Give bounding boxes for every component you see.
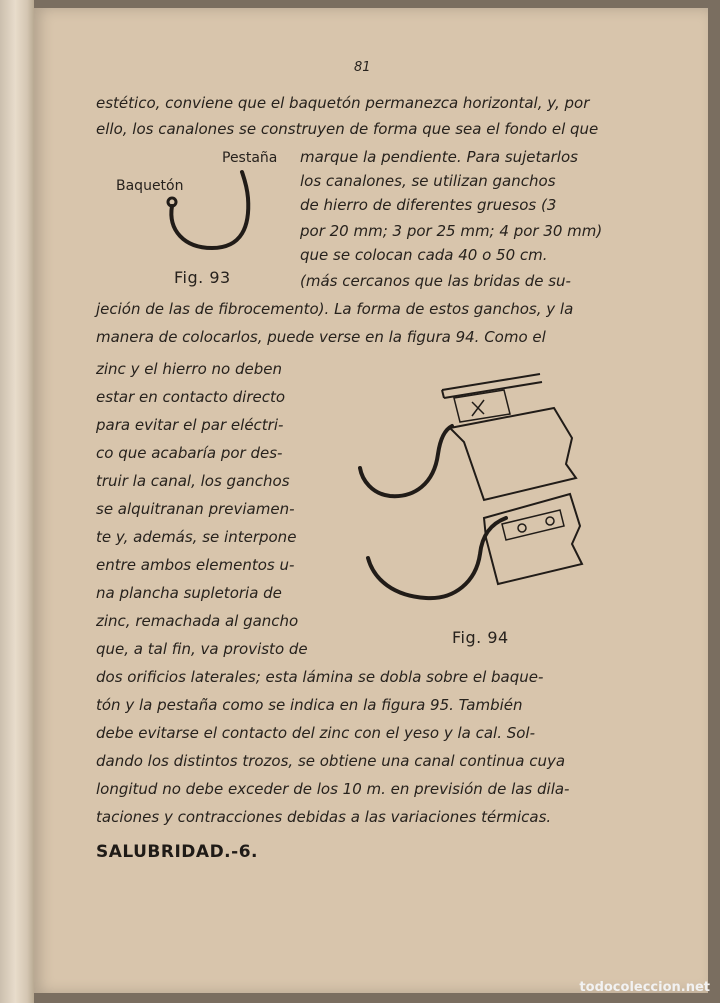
fig93-label-baqueton: Baquetón — [116, 178, 184, 194]
text-line: taciones y contracciones debidas a las variaciones térmicas. — [96, 808, 552, 826]
text-line: jeción de las de fibrocemento). La forma de estos ganchos, y la — [96, 300, 574, 318]
text-line: na plancha supletoria de — [96, 584, 282, 602]
text-line: dando los distintos trozos, se obtiene una canal continua cuya — [96, 752, 566, 770]
text-line: de hierro de diferentes gruesos (3 — [300, 196, 557, 214]
text-line: (más cercanos que las bridas de su- — [300, 272, 571, 290]
text-line: marque la pendiente. Para sujetarlos — [300, 148, 578, 166]
text-line: longitud no debe exceder de los 10 m. en previsión de las dila- — [96, 780, 570, 798]
fig93-gutter-drawing — [152, 168, 272, 258]
text-line: se alquitranan previamen- — [96, 500, 295, 518]
text-line: estético, conviene que el baquetón permanezca horizontal, y, por — [96, 94, 590, 112]
text-line: entre ambos elementos u- — [96, 556, 295, 574]
text-line: zinc, remachada al gancho — [96, 612, 299, 630]
text-line: para evitar el par eléctri- — [96, 416, 284, 434]
fig93-caption: Fig. 93 — [174, 268, 231, 287]
text-line: truir la canal, los ganchos — [96, 472, 290, 490]
watermark: todocoleccion.net — [579, 980, 710, 995]
text-line: que, a tal fin, va provisto de — [96, 640, 308, 658]
text-line: te y, además, se interpone — [96, 528, 297, 546]
fig93-label-pestana: Pestaña — [222, 150, 278, 166]
text-line: co que acabaría por des- — [96, 444, 283, 462]
text-line: debe evitarse el contacto del zinc con el yeso y la cal. Sol- — [96, 724, 536, 742]
book-page — [34, 8, 708, 993]
page-footer: SALUBRIDAD.-6. — [96, 842, 258, 862]
text-line: los canalones, se utilizan ganchos — [300, 172, 556, 190]
fig94-caption: Fig. 94 — [452, 628, 509, 647]
text-line: por 20 mm; 3 por 25 mm; 4 por 30 mm) — [300, 222, 603, 240]
text-line: manera de colocarlos, puede verse en la figura 94. Como el — [96, 328, 546, 346]
book-spine — [0, 0, 34, 1003]
text-line: que se colocan cada 40 o 50 cm. — [300, 246, 548, 264]
fig94-hooks-drawing — [354, 368, 594, 618]
text-line: ello, los canalones se construyen de forma que sea el fondo el que — [96, 120, 599, 138]
text-line: zinc y el hierro no deben — [96, 360, 283, 378]
text-line: estar en contacto directo — [96, 388, 286, 406]
text-line: dos orificios laterales; esta lámina se dobla sobre el baque- — [96, 668, 544, 686]
page-number: 81 — [354, 60, 371, 75]
text-line: tón y la pestaña como se indica en la figura 95. También — [96, 696, 523, 714]
